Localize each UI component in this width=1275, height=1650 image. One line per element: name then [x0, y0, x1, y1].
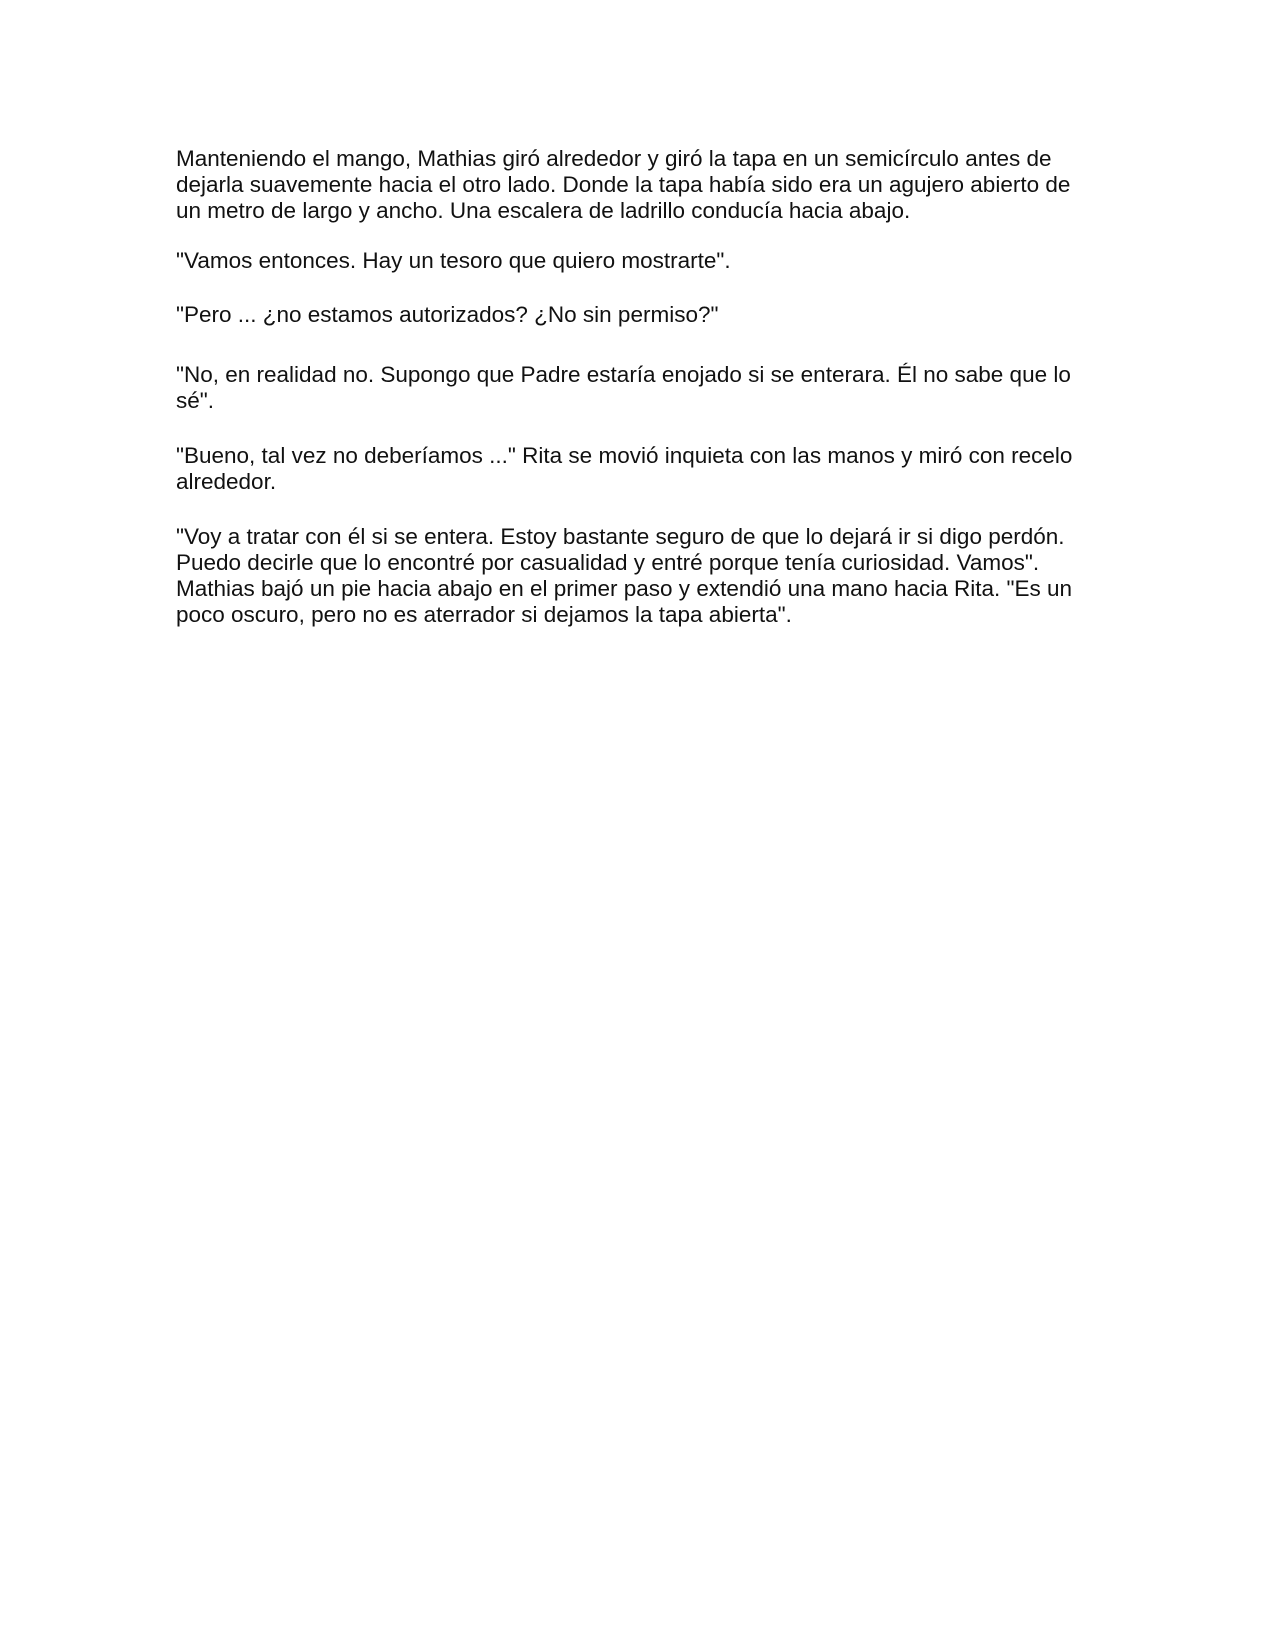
paragraph-3: [176, 302, 1096, 328]
text-line: poco oscuro, pero no es aterrador si dejamos la tapa abierta".: [176, 602, 792, 627]
text-line: Mathias bajó un pie hacia abajo en el primer paso y extendió una mano hacia Rita. "Es un: [176, 576, 1073, 601]
text-line: "Voy a tratar con él si se entera. Estoy bastante seguro de que lo dejará ir si digo perdón.: [176, 524, 1065, 549]
paragraph-1: [176, 146, 1096, 224]
paragraph-2: [176, 248, 1096, 274]
document-body: [176, 146, 1096, 628]
text-line: Manteniendo el mango, Mathias giró alrededor y giró la tapa en un semicírculo antes de: [176, 146, 1052, 171]
text-line: "Vamos entonces. Hay un tesoro que quiero mostrarte".: [176, 248, 731, 273]
paragraph-6: [176, 524, 1096, 628]
paragraph-4: [176, 362, 1096, 414]
text-line: "No, en realidad no. Supongo que Padre estaría enojado si se enterara. Él no sabe que lo: [176, 362, 1071, 387]
text-line: "Pero ... ¿no estamos autorizados? ¿No sin permiso?": [176, 302, 719, 327]
text-line: Puedo decirle que lo encontré por casualidad y entré porque tenía curiosidad. Vamos".: [176, 550, 1040, 575]
text-line: sé".: [176, 388, 215, 413]
text-line: alrededor.: [176, 469, 277, 494]
paragraph-5: [176, 443, 1096, 495]
text-line: un metro de largo y ancho. Una escalera de ladrillo conducía hacia abajo.: [176, 198, 911, 223]
text-line: "Bueno, tal vez no deberíamos ..." Rita se movió inquieta con las manos y miró con recelo: [176, 443, 1073, 468]
text-line: dejarla suavemente hacia el otro lado. Donde la tapa había sido era un agujero abierto de: [176, 172, 1071, 197]
